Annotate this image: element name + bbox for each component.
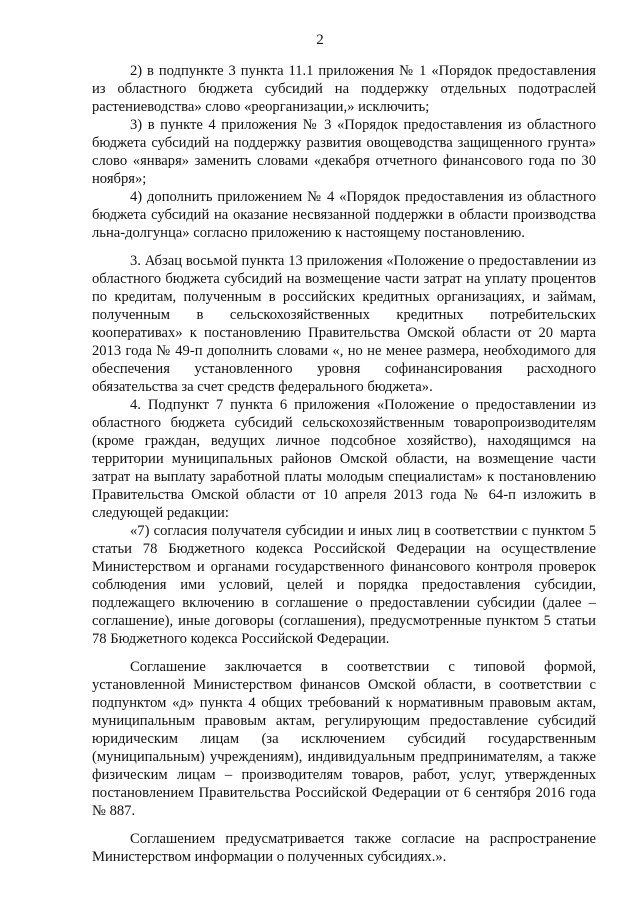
paragraph-point-3: 3. Абзац восьмой пункта 13 приложения «Положение о предоставлении из областного бюджета субсидий на возмещение части затрат на уплату процентов по кредитам, полученным в российских кредитных организациях, и займам, полученным в сельскохозяйственных кредитных потребительских кооперативах» к постановлению Правительства Омской области от 20 марта 2013 года № 49-п дополнить словами «, но не менее размера, необходимого для обеспечения установленного уровня софинансирования расходного обязательства за счет средств федерального бюджета». [92,253,596,395]
paragraph-item-3: 3) в пункте 4 приложения № 3 «Порядок предоставления из областного бюджета субсидий на поддержку развития овощеводства защищенного грунта» слово «января» заменить словами «декабря отчетного финансового года по 30 ноября»; [92,117,596,187]
paragraph-item-4: 4) дополнить приложением № 4 «Порядок предоставления из областного бюджета субсидий на оказание несвязанной поддержки в области производства льна-долгунца» согласно приложению к настоящему постановлению. [92,189,596,241]
paragraph-item-2: 2) в подпункте 3 пункта 11.1 приложения № 1 «Порядок предоставления из областного бюджета субсидий на поддержку отдельных подотраслей растениеводства» слово «реорганизации,» исключить; [92,63,596,115]
page-number: 2 [316,32,324,48]
paragraph-point-4: 4. Подпункт 7 пункта 6 приложения «Положение о предоставлении из областного бюджета субсидий сельскохозяйственным товаропроизводителям (кроме граждан, ведущих личное подсобное хозяйство), находящимся на территории муниципальных районов Омской области, на возмещение части затрат на выплату заработной платы молодым специалистам» к постановлению Правительства Омской области от 10 апреля 2013 года № 64-п изложить в следующей редакции: [92,397,596,521]
paragraph-consent: Соглашением предусматривается также согласие на распространение Министерством информации о полученных субсидиях.». [92,831,596,865]
paragraph-agreement: Соглашение заключается в соответствии с типовой формой, установленной Министерством финансов Омской области, в соответствии с подпунктом «д» пункта 4 общих требований к нормативным правовым актам, муниципальным правовым актам, регулирующим предоставление субсидий юридическим лицам (за исключением субсидий государственным (муниципальным) учреждениям), индивидуальным предпринимателям, а также физическим лицам – производителям товаров, работ, услуг, утвержденных постановлением Правительства Российской Федерации от 6 сентября 2016 года № 887. [92,659,596,819]
paragraph-subpoint-7: «7) согласия получателя субсидии и иных лиц в соответствии с пунктом 5 статьи 78 Бюджетного кодекса Российской Федерации на осуществление Министерством и органами государственного финансового контроля проверок соблюдения ими условий, целей и порядка предоставления субсидии, подлежащего включению в соглашение о предоставлении субсидии (далее – соглашение), иные договоры (соглашения), предусмотренные пунктом 5 статьи 78 Бюджетного кодекса Российской Федерации. [92,523,596,647]
document-body [92,62,596,866]
